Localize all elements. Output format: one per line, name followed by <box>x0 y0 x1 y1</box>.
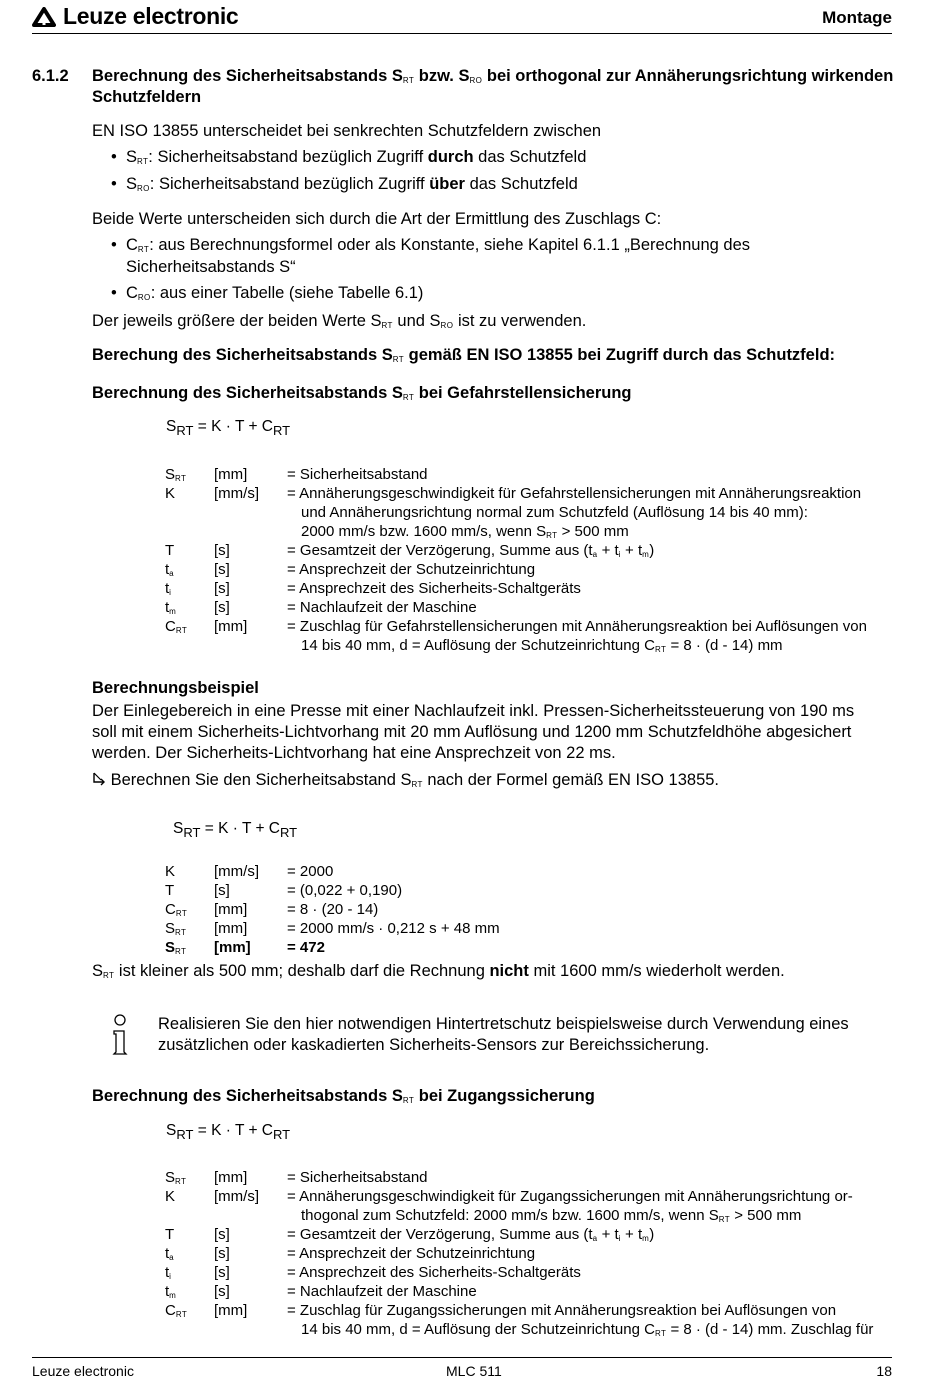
def-description: = Nachlaufzeit der Maschine <box>287 599 477 616</box>
def-symbol: $C_{RT}$ <box>165 618 188 635</box>
section-title: Montage <box>822 8 892 27</box>
calc-value: = 2000 <box>287 863 334 880</box>
calc-value: = 2000 mm/s · 0,212 s + 48 mm <box>287 920 500 937</box>
def-unit: [s] <box>214 1245 230 1262</box>
def-description-cont: thogonal zum Schutzfeld: 2000 mm/s bzw. 1600 mm/s, wenn $S_{RT} > 500$ mm <box>301 1207 802 1224</box>
def-unit: [mm] <box>214 1169 248 1186</box>
calc-value: = 8 · (20 - 14) <box>287 901 379 918</box>
calc-symbol: $C_{RT}$ <box>165 901 188 918</box>
def-description-cont: und Annäherungsrichtung normal zum Schutzfeld (Auflösung 14 bis 40 mm): <box>301 504 808 521</box>
def-symbol: K <box>165 1188 176 1205</box>
def-unit: [mm/s] <box>214 1188 259 1205</box>
def-description: = Zuschlag für Zugangssicherungen mit Annäherungsreaktion bei Auflösungen von <box>287 1302 837 1319</box>
header-rule <box>32 33 892 34</box>
subheading-zugang: Berechnung des Sicherheitsabstands $S_{RT}$ bei Zugangssicherung <box>92 1087 595 1105</box>
calc-symbol-result: $S_{RT}$ <box>165 939 187 956</box>
example-text-line2: soll mit einem Sicherheits-Lichtvorhang mit 20 mm Auflösung und 1200 mm Schutzfeldhöhe abgesichert <box>92 723 852 741</box>
def-unit: [mm] <box>214 1302 248 1319</box>
bullet-item-srt: • $S_{RT}$: Sicherheitsabstand bezüglich Zugriff durch das Schutzfeld <box>111 148 587 166</box>
calc-symbol: K <box>165 863 176 880</box>
footer-company: Leuze electronic <box>32 1363 134 1379</box>
footer-rule <box>32 1357 892 1358</box>
def-description-cont: 14 bis 40 mm, d = Auflösung der Schutzeinrichtung $C_{RT} = 8 \cdot (d - 14)$ mm <box>301 637 783 654</box>
calc-unit: [s] <box>214 882 230 899</box>
bullet-item-sro: • $S_{RO}$: Sicherheitsabstand bezüglich Zugriff über das Schutzfeld <box>111 175 578 193</box>
def-description: = Gesamtzeit der Verzögerung, Summe aus $(t_a + t_i + t_m)$ <box>287 542 655 559</box>
def-symbol: K <box>165 485 176 502</box>
def-unit: [mm] <box>214 618 248 635</box>
def-description: = Annäherungsgeschwindigkeit für Zugangssicherungen mit Annäherungsrichtung or- <box>287 1188 853 1205</box>
section-number: 6.1.2 <box>32 67 69 85</box>
def-unit: [mm/s] <box>214 485 259 502</box>
brand-name: Leuze electronic <box>63 3 239 29</box>
def-unit: [s] <box>214 599 230 616</box>
def-description: = Ansprechzeit des Sicherheits-Schaltgeräts <box>287 580 581 597</box>
subheading-gefahrstelle: Berechnung des Sicherheitsabstands $S_{RT}$ bei Gefahrstellensicherung <box>92 384 632 402</box>
calc-symbol: T <box>165 882 175 899</box>
def-unit: [s] <box>214 580 230 597</box>
calc-unit: [mm] <box>214 901 248 918</box>
def-description: = Sicherheitsabstand <box>287 1169 428 1186</box>
def-symbol: $t_m$ <box>165 599 177 616</box>
bullet-item-crt: • $C_{RT}$: aus Berechnungsformel oder als Konstante, siehe Kapitel 6.1.1 „Berechnung des <box>111 236 750 254</box>
def-description: = Zuschlag für Gefahrstellensicherungen mit Annäherungsreaktion bei Auflösungen von <box>287 618 867 635</box>
intro-paragraph: EN ISO 13855 unterscheidet bei senkrechten Schutzfeldern zwischen <box>92 122 602 140</box>
def-description: = Annäherungsgeschwindigkeit für Gefahrstellensicherungen mit Annäherungsreaktion <box>287 485 862 502</box>
def-unit: [s] <box>214 561 230 578</box>
calc-unit: [mm/s] <box>214 863 259 880</box>
calc-unit-result: [mm] <box>214 939 251 956</box>
def-symbol: T <box>165 1226 175 1243</box>
def-description: = Sicherheitsabstand <box>287 466 428 483</box>
def-symbol: $t_i$ <box>165 1264 172 1281</box>
def-description-cont: 2000 mm/s bzw. 1600 mm/s, wenn $S_{RT} > 500$ mm <box>301 523 629 540</box>
def-description: = Gesamtzeit der Verzögerung, Summe aus $(t_a + t_i + t_m)$ <box>287 1226 655 1243</box>
example-title: Berechnungsbeispiel <box>92 679 259 697</box>
calc-value: = (0,022 + 0,190) <box>287 882 403 899</box>
def-symbol: $t_a$ <box>165 1245 175 1262</box>
formula-srt-example: $S_{RT} = K \cdot T + C_{RT}$ <box>173 820 298 840</box>
formula-srt: $S_{RT} = K \cdot T + C_{RT}$ <box>166 418 291 438</box>
bullet-item-cro: • $C_{RO}$: aus einer Tabelle (siehe Tabelle 6.1) <box>111 284 424 302</box>
def-description: = Nachlaufzeit der Maschine <box>287 1283 477 1300</box>
def-description: = Ansprechzeit der Schutzeinrichtung <box>287 561 536 578</box>
result-statement: $S_{RT}$ ist kleiner als 500 mm; deshalb darf die Rechnung nicht mit 1600 mm/s wiederholt werden. <box>92 962 785 980</box>
def-symbol: $S_{RT}$ <box>165 1169 187 1186</box>
def-unit: [s] <box>214 1264 230 1281</box>
example-text-line1: Der Einlegebereich in eine Presse mit einer Nachlaufzeit inkl. Pressen-Sicherheitssteuerung von 190 ms <box>92 702 855 720</box>
leuze-logo-icon <box>32 7 56 27</box>
calc-unit: [mm] <box>214 920 248 937</box>
calc-value-result: = 472 <box>287 939 325 956</box>
paragraph-zuschlag: Beide Werte unterscheiden sich durch die Art der Ermittlung des Zuschlags C: <box>92 210 662 228</box>
note-text-line1: Realisieren Sie den hier notwendigen Hintertretschutz beispielsweise durch Verwendung eines <box>158 1015 849 1033</box>
def-symbol: $t_m$ <box>165 1283 177 1300</box>
subheading-zugriff: Berechung des Sicherheitsabstands $S_{RT}$ gemäß EN ISO 13855 bei Zugriff durch das Schutzfeld: <box>92 346 836 364</box>
brand-logo <box>32 3 238 30</box>
def-description-cont: 14 bis 40 mm, d = Auflösung der Schutzeinrichtung $C_{RT} = 8 \cdot (d - 14)$ mm. Zuschlag für <box>301 1321 874 1338</box>
def-symbol: $t_i$ <box>165 580 172 597</box>
instruction-arrow-icon <box>92 772 106 787</box>
footer-product: MLC 511 <box>446 1363 502 1379</box>
bullet-item-crt-line2: Sicherheitsabstands S“ <box>126 258 296 276</box>
def-unit: [s] <box>214 1283 230 1300</box>
def-symbol: $S_{RT}$ <box>165 466 187 483</box>
def-description: = Ansprechzeit des Sicherheits-Schaltgeräts <box>287 1264 581 1281</box>
def-unit: [s] <box>214 1226 230 1243</box>
instruction: Berechnen Sie den Sicherheitsabstand $S_{RT}$ nach der Formel gemäß EN ISO 13855. <box>92 770 719 795</box>
section-heading-line2: Schutzfeldern <box>92 88 202 106</box>
def-symbol: $C_{RT}$ <box>165 1302 188 1319</box>
formula-srt-zugang: $S_{RT} = K \cdot T + C_{RT}$ <box>166 1122 291 1142</box>
calc-symbol: $S_{RT}$ <box>165 920 187 937</box>
def-unit: [mm] <box>214 466 248 483</box>
def-description: = Ansprechzeit der Schutzeinrichtung <box>287 1245 536 1262</box>
def-symbol: T <box>165 542 175 559</box>
note-icon <box>108 1014 132 1061</box>
page-number: 18 <box>876 1363 892 1379</box>
note-text-line2: zusätzlichen oder kaskadierten Sicherheits-Sensors zur Bereichssicherung. <box>158 1036 710 1054</box>
section-heading-line1: Berechnung des Sicherheitsabstands $S_{RT}$ bzw. $S_{RO}$ bei orthogonal zur Annäherungsrichtung wirkenden <box>92 67 894 85</box>
def-unit: [s] <box>214 542 230 559</box>
example-text-line3: werden. Der Sicherheits-Lichtvorhang hat eine Ansprechzeit von 22 ms. <box>92 744 616 762</box>
def-symbol: $t_a$ <box>165 561 175 578</box>
paragraph-groessere: Der jeweils größere der beiden Werte $S_{RT}$ und $S_{RO}$ ist zu verwenden. <box>92 312 587 330</box>
